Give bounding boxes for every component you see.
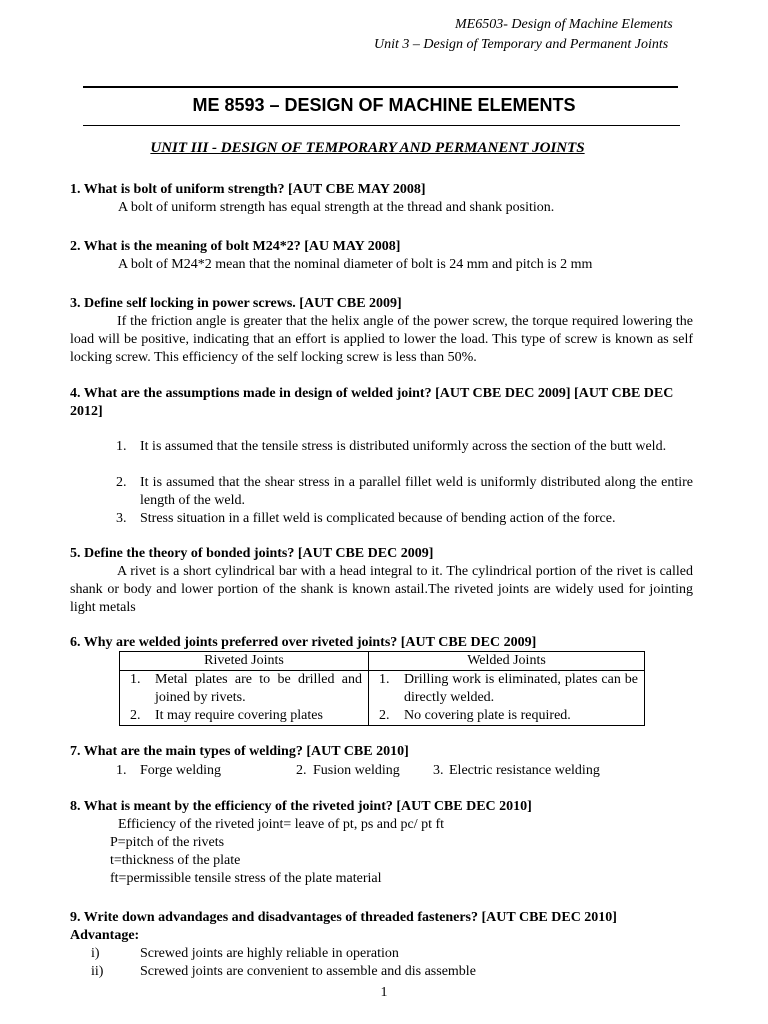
list-item-number: i) [91,946,100,961]
page-number: 1 [380,985,388,1000]
definition-pitch: P=pitch of the rivets [110,835,225,850]
header-course-line: ME6503- Design of Machine Elements [455,17,673,32]
question-8: 8. What is meant by the efficiency of the riveted joint? [AUT CBE DEC 2010] [70,799,532,814]
list-item: Stress situation in a fillet weld is complicated because of bending action of the force. [140,511,616,526]
list-item: Screwed joints are convenient to assemble and dis assemble [140,964,476,979]
list-item-number: 1. [116,763,127,778]
table-list-item [369,707,644,725]
list-item-number: 3. [433,763,444,778]
list-item: It is assumed that the shear stress in a parallel fillet weld is uniformly distributed along the entire length of the weld. [140,475,693,508]
answer-5: A rivet is a short cylindrical bar with a head integral to it. The cylindrical portion of the rivet is called shank or body and lower portion of the shank is known astail.The riveted joints are widely used for jointing light metals [70,564,693,615]
table-list-number: 1. [379,672,390,687]
list-item-number: 2. [296,763,307,778]
definition-stress: ft=permissible tensile stress of the plate material [110,871,382,886]
table-list-item [120,671,368,707]
list-item-number: 1. [116,439,127,454]
answer-3: If the friction angle is greater that the helix angle of the power screw, the torque required lowering the load will be positive, indicating that an effort is applied to lower the load. This type of screw is known as self locking screw. This efficiency of the self locking screw is less than 50%. [70,314,693,365]
question-4: 4. What are the assumptions made in design of welded joint? [AUT CBE DEC 2009] [AUT CBE DEC 2012] [70,386,674,419]
question-5: 5. Define the theory of bonded joints? [AUT CBE DEC 2009] [70,546,434,561]
table-cell-riveted [120,671,369,726]
list-item: Electric resistance welding [449,763,600,778]
question-9: 9. Write down advandages and disadvantages of threaded fasteners? [AUT CBE DEC 2010] [70,910,617,925]
answer-1: A bolt of uniform strength has equal strength at the thread and shank position. [118,200,555,215]
list-item-number: 2. [116,475,127,490]
table-list-item [369,671,644,707]
question-3: 3. Define self locking in power screws. [AUT CBE 2009] [70,296,402,311]
table-list-text: It may require covering plates [155,708,323,723]
table-header-riveted: Riveted Joints [120,652,369,671]
answer-2: A bolt of M24*2 mean that the nominal diameter of bolt is 24 mm and pitch is 2 mm [118,257,593,272]
table-list-number: 2. [379,708,390,723]
question-2: 2. What is the meaning of bolt M24*2? [AU MAY 2008] [70,239,401,254]
efficiency-formula: Efficiency of the riveted joint= leave of pt, ps and pc/ pt ft [118,817,445,832]
table-list-text: Drilling work is eliminated, plates can be directly welded. [404,672,638,705]
list-item-number: ii) [91,964,104,979]
question-6: 6. Why are welded joints preferred over riveted joints? [AUT CBE DEC 2009] [70,635,537,650]
table-cell-welded [369,671,645,726]
header-unit-line: Unit 3 – Design of Temporary and Permanent Joints [374,37,669,52]
document-title: ME 8593 – DESIGN OF MACHINE ELEMENTS [192,95,576,115]
list-item: It is assumed that the tensile stress is distributed uniformly across the section of the butt weld. [140,439,667,454]
question-7: 7. What are the main types of welding? [AUT CBE 2010] [70,744,409,759]
title-top-rule [83,86,678,88]
question-1: 1. What is bolt of uniform strength? [AUT CBE MAY 2008] [70,182,426,197]
table-list-number: 2. [130,708,141,723]
list-item: Fusion welding [313,763,400,778]
list-item-number: 3. [116,511,127,526]
list-item: Screwed joints are highly reliable in operation [140,946,399,961]
advantage-label: Advantage: [70,928,140,943]
definition-thickness: t=thickness of the plate [110,853,241,868]
table-header-welded: Welded Joints [369,652,645,671]
title-bottom-rule [83,125,680,126]
list-item: Forge welding [140,763,222,778]
comparison-table [119,651,645,726]
table-list-text: No covering plate is required. [404,708,571,723]
unit-title: UNIT III - DESIGN OF TEMPORARY AND PERMANENT JOINTS [150,140,585,156]
table-list-text: Metal plates are to be drilled and joined by rivets. [155,672,362,705]
table-list-number: 1. [130,672,141,687]
table-list-item [120,707,368,725]
